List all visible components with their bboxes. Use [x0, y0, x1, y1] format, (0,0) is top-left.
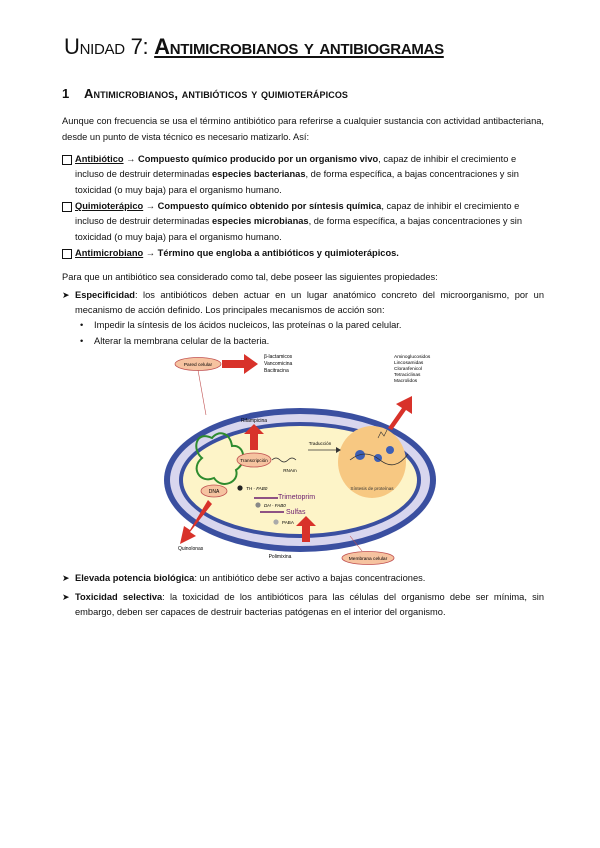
label-th-fab0: TH - FAB0 [246, 486, 268, 491]
antimicrobial-mechanisms-diagram [150, 350, 450, 568]
label-sintesis-proteinas: Síntesis de proteínas [350, 486, 394, 491]
properties-intro: Para que un antibiótico sea considerado como tal, debe poseer las siguientes propiedades: [62, 272, 438, 282]
label-transcripcion: Transcripción [240, 458, 268, 463]
label-polimixina: Polimixina [268, 554, 292, 560]
unit-word: Unidad [64, 34, 125, 59]
property-term: Toxicidad selectiva [75, 592, 163, 602]
property-potencia [62, 571, 544, 586]
label-sulfas: Sulfas [286, 509, 306, 516]
definition-strong-2: especies bacterianas [211, 169, 306, 180]
paba-dot-icon [273, 519, 278, 524]
definition-text: , capaz de inhibir el crecimiento e incluso de destruir determinadas [75, 154, 517, 180]
label-membrana-celular: Membrana celular [348, 557, 388, 562]
definition-text-2: , de forma específica, a bajas concentraciones y sin toxicidad (o muy baja) para el organismo humano. [75, 169, 519, 195]
definition-strong: Compuesto químico producido por un organismo vivo [138, 154, 379, 164]
intro-paragraph: Aunque con frecuencia se usa el término antibiótico para referirse a cualquier sustancia con actividad antibacteriana, desde un punto de vista técnico es necesario matizarlo. Así: [62, 116, 544, 142]
arrow-glyph: → [143, 248, 158, 258]
definition-term: Antibiótico [75, 154, 124, 164]
property-term: Especificidad [75, 290, 135, 300]
property-text: : un antibiótico debe ser activo a bajas concentraciones. [194, 573, 426, 583]
checkbox-square-icon [62, 249, 72, 259]
unit-number: 7: [130, 34, 149, 59]
dh-fab0-dot-icon [255, 502, 260, 507]
definition-strong: Término que engloba a antibióticos y quimioterápicos. [157, 248, 399, 258]
label-trimetoprim: Trimetoprim [278, 494, 316, 501]
mechanism-text: Impedir la síntesis de los ácidos nucleicos, las proteínas o la pared celular. [94, 320, 402, 330]
label-quinolonas: Quinolonas [178, 546, 204, 552]
unit-main-title: Antimicrobianos y antibiogramas [154, 34, 444, 59]
label-paba: PABA [282, 520, 294, 525]
definition-text: , capaz de inhibir el crecimiento e incluso de destruir determinadas [75, 201, 520, 227]
property-text: : la toxicidad de los antibióticos para las células del organismo debe ser mínima, sin embargo, deben ser capaces de destruir bacterias patógenas en el interior del organismo. [75, 592, 544, 618]
label-bacitracina: Bacitracina [264, 368, 289, 374]
label-aminoglucosidos: Aminoglucosidos [394, 355, 431, 360]
bullet-dot-icon: • [80, 336, 84, 346]
mechanism-item [80, 334, 540, 349]
definition-antimicrobiano [62, 246, 544, 261]
property-toxicidad [62, 590, 544, 621]
label-vancomicina: Vancomicina [264, 361, 293, 367]
label-beta-lactamicos: β-lactamicos [264, 354, 293, 360]
label-dna: DNA [208, 489, 220, 495]
arrow-bullet-icon: ➤ [62, 290, 70, 300]
mechanism-text: Alterar la membrana celular de la bacteria. [94, 336, 270, 346]
section-title: Antimicrobianos, antibióticos y quimioterápicos [84, 86, 349, 101]
mechanism-item [80, 318, 540, 333]
definition-quimioterapico [62, 199, 544, 245]
bullet-dot-icon: • [80, 320, 84, 330]
property-text: : los antibióticos deben actuar en un lugar anatómico concreto del microorganismo, por un mecanismo de acción definido. Los principales mecanismos de acción son: [75, 290, 544, 316]
definition-term: Quimioterápico [75, 201, 144, 211]
diagram-svg [150, 350, 450, 568]
section-heading [62, 86, 348, 101]
definition-strong: Compuesto químico obtenido por síntesis química [157, 201, 382, 211]
th-fab0-dot-icon [237, 485, 242, 490]
label-macrolidos: Macrolidos [394, 379, 418, 384]
definition-antibiotico [62, 152, 544, 198]
arrow-bullet-icon: ➤ [62, 573, 70, 583]
checkbox-square-icon [62, 202, 72, 212]
ribosome-icon [386, 446, 394, 454]
arrow-glyph: → [143, 201, 158, 211]
protein-inhibitors-arrow-icon [388, 396, 412, 430]
label-rnam: RNAm [283, 468, 297, 473]
arrow-glyph: → [123, 154, 139, 164]
label-lincosamidas: Lincosamidas [394, 361, 424, 366]
label-pared-celular: Pared celular [183, 363, 213, 368]
definition-text-2: , de forma específica, a bajas concentraciones y sin toxicidad (o muy baja) para el organismo humano. [75, 216, 523, 242]
arrow-bullet-icon: ➤ [62, 592, 70, 602]
definition-term: Antimicrobiano [75, 248, 144, 258]
label-dh-fab0: DH - FAB0 [264, 503, 286, 508]
label-rifampicina: Rifampicina [240, 418, 268, 424]
checkbox-square-icon [62, 155, 72, 165]
label-tetraciclinas: Tetraciclinas [394, 373, 421, 378]
unit-title [64, 34, 544, 60]
property-term: Elevada potencia biológica [75, 573, 195, 583]
section-number: 1 [62, 86, 70, 101]
beta-lactam-arrow-icon [222, 354, 258, 374]
property-especificidad [62, 288, 544, 319]
definition-strong-2: especies microbianas [211, 216, 309, 227]
label-traduccion: Traducción [308, 441, 332, 446]
label-cloranfenicol: Cloranfenicol [394, 367, 422, 372]
pared-celular-pointer [198, 370, 206, 415]
